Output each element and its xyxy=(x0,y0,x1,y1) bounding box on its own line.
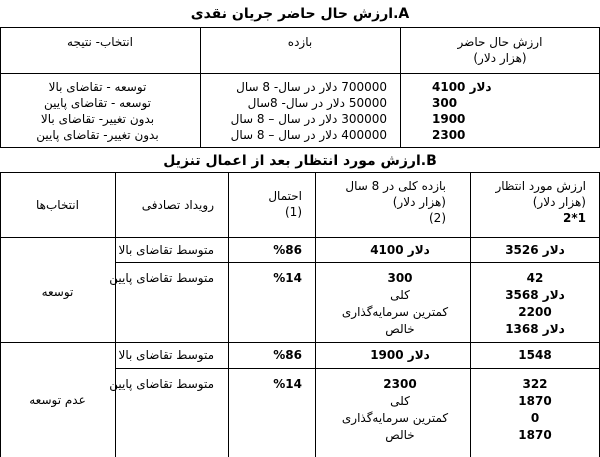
table-b-header-expected-value-unit: (هزار دلار) xyxy=(532,195,586,209)
table-b-cell-event: متوسط تقاضای پایین xyxy=(109,377,214,391)
table-b-cell-expected-value: 3526 دلار xyxy=(505,243,565,257)
section-a-title: A.ارزش حال حاضر جریان نقدی xyxy=(190,6,410,22)
table-b-cell-expected-value: 42 xyxy=(526,271,544,285)
table-a-cell-return: 50000 دلار در سال- 8سال xyxy=(247,96,387,110)
table-b-header-total-return: بازده کلی در 8 سال xyxy=(345,179,446,193)
table-a-cell-choice: توسعه - تقاضای بالا xyxy=(48,80,147,94)
table-b-cell-total-return-label: کمترین سرمایه‌گذاری xyxy=(341,411,449,425)
table-b-cell-expected-value: 1870 xyxy=(518,428,552,442)
table-b-top-border xyxy=(0,172,600,173)
table-a-cell-present-value: 300 xyxy=(432,96,458,110)
table-b-cell-total-return-label: خالص xyxy=(385,428,415,442)
table-a-cell-present-value: 4100 دلار xyxy=(432,80,492,94)
table-a-cell-choice: بدون تغییر- تقاضای پایین xyxy=(36,128,159,142)
table-b-cell-expected-value: 1870 xyxy=(518,394,552,408)
table-a-cell-return: 400000 دلار در سال – 8 سال xyxy=(230,128,387,142)
table-a-cell-choice: توسعه - تقاضای پایین xyxy=(44,96,151,110)
table-a-cell-present-value: 1900 xyxy=(432,112,466,126)
table-a-cell-return: 300000 دلار در سال – 8 سال xyxy=(230,112,387,126)
table-b-cell-event: متوسط تقاضای پایین xyxy=(109,271,214,285)
table-b-cell-total-return-label: کمترین سرمایه‌گذاری xyxy=(341,305,449,319)
table-b-header-divider xyxy=(0,237,600,238)
table-b-header-expected-value: ارزش مورد انتظار xyxy=(495,179,586,193)
table-a-cell-return: 700000 دلار در سال- 8 سال xyxy=(236,80,387,94)
table-a-cell-choice: بدون تغییر- تقاضای بالا xyxy=(40,112,155,126)
table-b-header-total-return-index: (2) xyxy=(429,211,446,225)
table-b-header-choices: انتخاب‌ها xyxy=(36,198,79,212)
table-b-cell-probability: %86 xyxy=(273,243,302,257)
table-b-column-divider xyxy=(315,172,316,457)
table-b-choice-label: توسعه xyxy=(41,285,74,299)
table-b-header-probability: احتمال xyxy=(268,189,302,203)
table-b-cell-expected-value: 1368 دلار xyxy=(505,322,565,336)
table-b-cell-expected-value: 0 xyxy=(530,411,540,425)
table-b-cell-expected-value: 1548 xyxy=(518,348,552,362)
table-b-left-border xyxy=(0,172,1,457)
table-b-header-probability-index: (1) xyxy=(285,205,302,219)
table-b-cell-total-return: 1900 دلار xyxy=(370,348,430,362)
table-a-header-return: بازده xyxy=(287,35,313,49)
table-b-cell-expected-value: 322 xyxy=(522,377,548,391)
table-b-row-divider xyxy=(115,262,600,263)
table-a-header-divider xyxy=(0,73,600,74)
table-b-cell-event: متوسط تقاضای بالا xyxy=(118,243,214,257)
table-b-header-chance-event: رویداد تصادفی xyxy=(141,198,214,212)
table-b-cell-total-return: 300 xyxy=(387,271,413,285)
table-b-header-total-return-unit: (هزار دلار) xyxy=(392,195,446,209)
table-b-cell-expected-value: 3568 دلار xyxy=(505,288,565,302)
table-b-header-expected-value-formula: 2*1 xyxy=(563,211,586,225)
table-b-column-divider xyxy=(470,172,471,457)
table-b-choice-label: عدم توسعه xyxy=(29,393,86,407)
table-b-column-divider xyxy=(228,172,229,457)
table-b-cell-total-return: 4100 دلار xyxy=(370,243,430,257)
table-b-cell-expected-value: 2200 xyxy=(518,305,552,319)
table-a-bottom-border xyxy=(0,147,600,148)
table-a-header-present-value: ارزش حال حاضر xyxy=(457,35,543,49)
table-b-row-divider xyxy=(115,368,600,369)
table-b-cell-total-return-label: کلی xyxy=(390,288,410,302)
table-b-cell-probability: %86 xyxy=(273,348,302,362)
table-b-cell-probability: %14 xyxy=(273,377,302,391)
table-a-top-border xyxy=(0,27,600,28)
table-b-column-divider xyxy=(115,172,116,457)
table-b-cell-total-return: 2300 xyxy=(383,377,417,391)
section-b-title: B.ارزش مورد انتظار بعد از اعمال تنزیل xyxy=(163,153,437,169)
table-b-group-divider xyxy=(0,342,600,343)
table-a-cell-present-value: 2300 xyxy=(432,128,466,142)
table-a-header-choice: انتخاب- نتیجه xyxy=(67,35,133,49)
table-a-header-present-value-unit: (هزار دلار) xyxy=(473,51,527,65)
table-b-cell-total-return-label: خالص xyxy=(385,322,415,336)
table-b-cell-event: متوسط تقاضای بالا xyxy=(118,348,214,362)
table-b-cell-probability: %14 xyxy=(273,271,302,285)
table-b-cell-total-return-label: کلی xyxy=(390,394,410,408)
